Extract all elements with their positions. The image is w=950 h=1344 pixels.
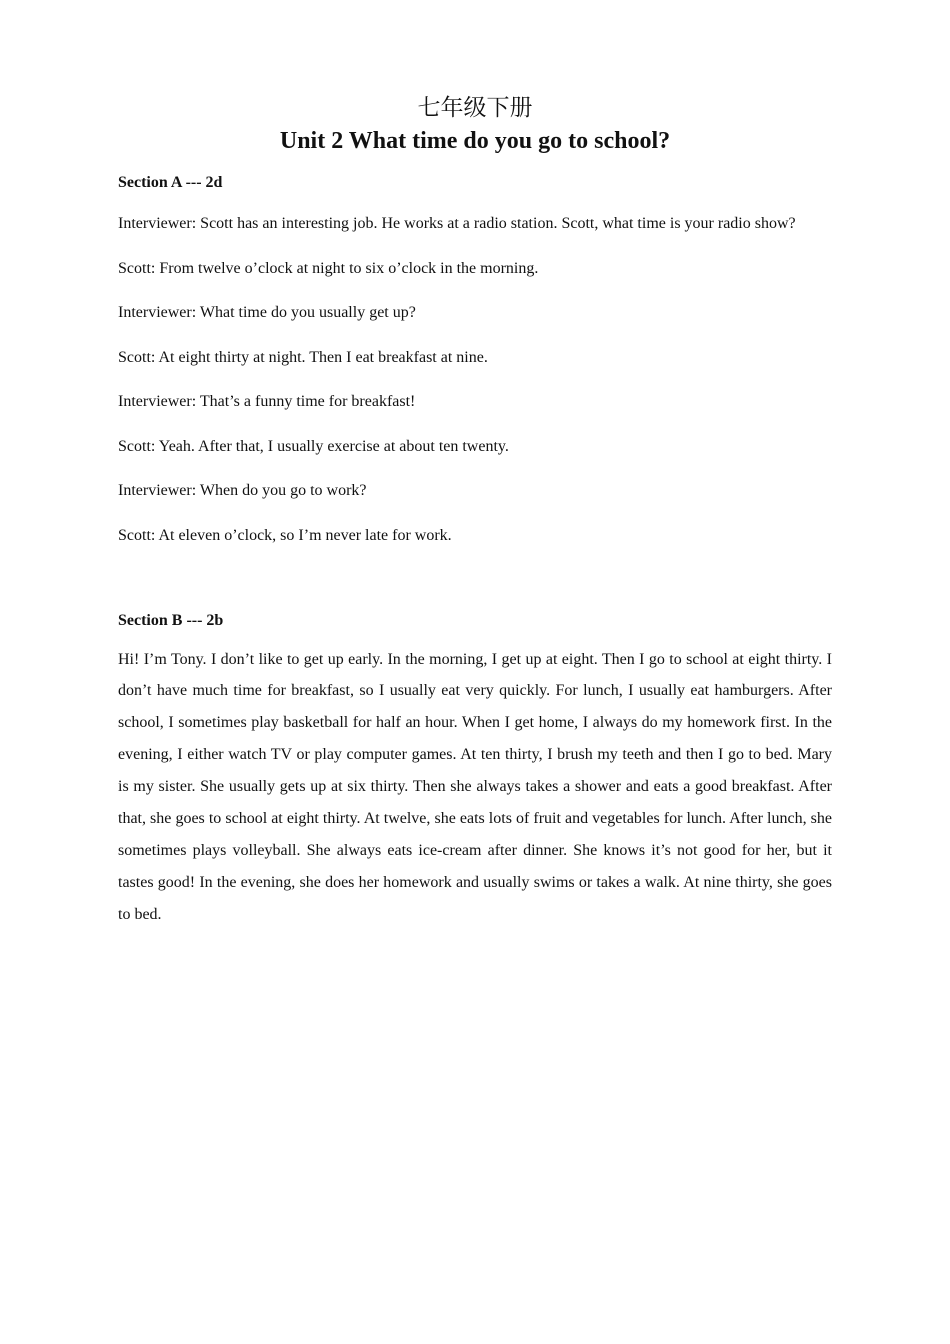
reading-passage: Hi! I’m Tony. I don’t like to get up early. In the morning, I get up at eight. Then I go to school at eight thirty. I don’t have much time for breakfast, so I usually eat very quickly. For lunch, I usually eat hamburgers. After school, I sometimes play basketball for half an hour. When I get home, I always do my homework first. In the evening, I either watch TV or play computer games. At ten thirty, I brush my teeth and then I go to bed. Mary is my sister. She usually gets up at six thirty. Then she always takes a shower and eats a good breakfast. After that, she goes to school at eight thirty. At twelve, she eats lots of fruit and vegetables for lunch. After lunch, she sometimes plays volleyball. She always eats ice-cream after dinner. She knows it’s not good for her, but it tastes good! In the evening, she does her homework and usually swims or takes a walk. At nine thirty, she goes to bed. [118, 650, 832, 923]
section-b-heading: Section B --- 2b [118, 611, 224, 629]
section-b [118, 610, 832, 931]
section-a [118, 172, 832, 552]
dialogue-line: Scott: At eleven o’clock, so I’m never late for work. [118, 526, 452, 544]
document-page [118, 92, 832, 947]
grade-label: 七年级下册 [417, 95, 533, 120]
dialogue-line: Scott: Yeah. After that, I usually exercise at about ten twenty. [118, 437, 509, 455]
section-a-heading: Section A --- 2d [118, 174, 223, 191]
unit-title: Unit 2 What time do you go to school? [279, 128, 671, 154]
dialogue-line: Interviewer: What time do you usually get up? [118, 304, 416, 321]
dialogue-line: Scott: From twelve o’clock at night to six o’clock in the morning. [118, 259, 539, 277]
dialogue-line: Interviewer: Scott has an interesting job. He works at a radio station. Scott, what time is your radio show? [118, 215, 796, 232]
dialogue-line: Scott: At eight thirty at night. Then I eat breakfast at nine. [118, 348, 488, 366]
dialogue-line: Interviewer: When do you go to work? [118, 482, 367, 499]
dialogue-line: Interviewer: That’s a funny time for breakfast! [118, 393, 416, 410]
dialogue [118, 208, 832, 552]
